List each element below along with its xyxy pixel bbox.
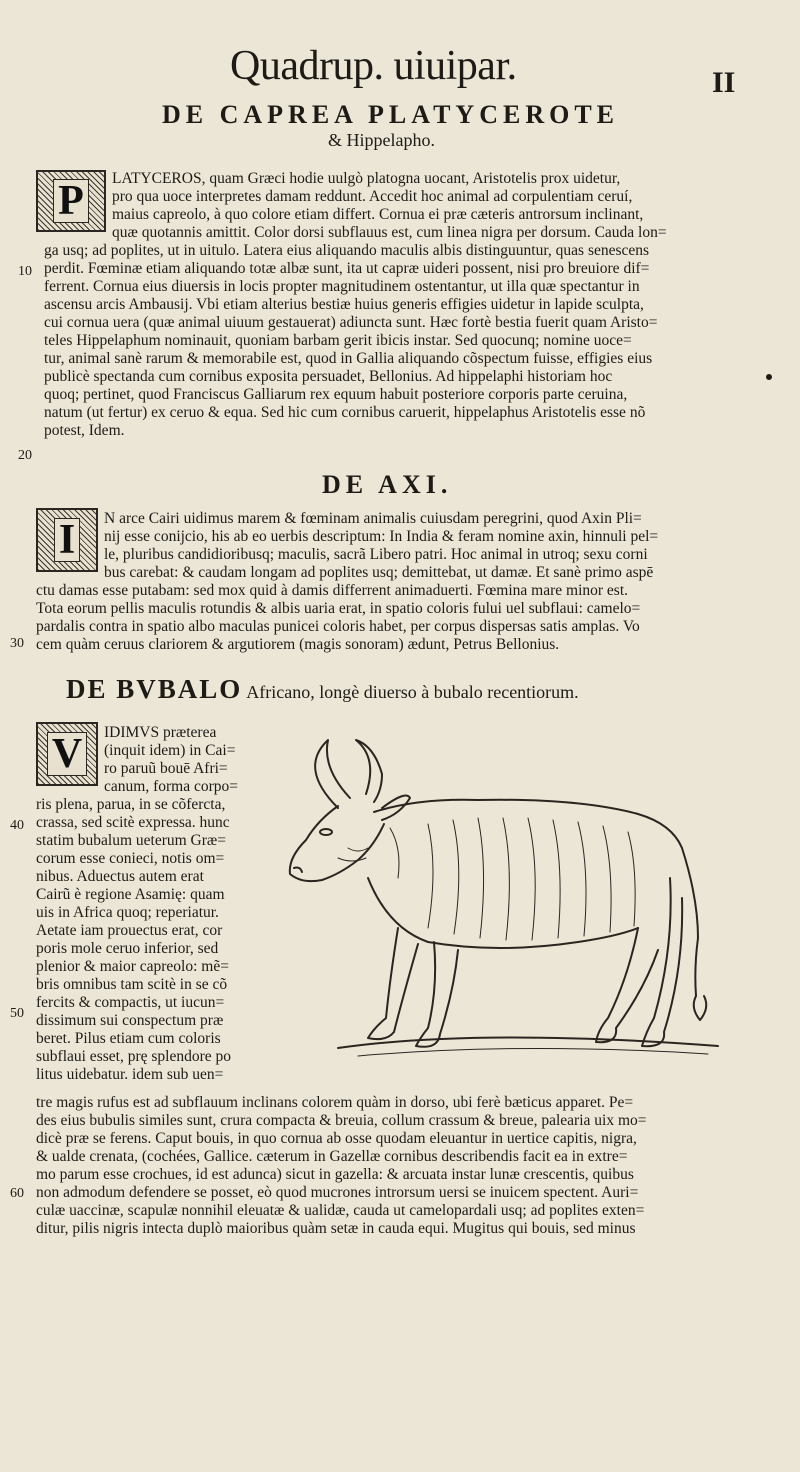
text-line: plenior & maior capreolo: mẽ= xyxy=(36,958,229,975)
text-line: dicè præ se ferens. Caput bouis, in quo cornua ab osse quodam eleuantur in uertice capitis, nigra, xyxy=(36,1130,637,1147)
text-line: ditur, pilis nigris intecta duplò maioribus quàm setæ in cauda equi. Mugitus qui bouis, sed minus xyxy=(36,1220,636,1237)
text-line: ga usq; ad poplites, ut in uitulo. Latera eius aliquando maculis albis distinguuntur, quas senescens xyxy=(44,242,650,259)
margin-mark xyxy=(766,374,772,380)
text-line: (inquit idem) in Cai= xyxy=(104,742,236,759)
section-title-bubalo-rest: Africano, longè diuerso à bubalo recentiorum. xyxy=(246,682,579,702)
decorated-initial-i: I xyxy=(36,508,98,572)
text-line: ro paruũ bouē Afri= xyxy=(104,760,228,777)
text-line: LATYCEROS, quam Græci hodie uulgò platogna uocant, Aristotelis prox uidetur, xyxy=(112,170,621,187)
text-line: ascensu arcis Ambausij. Vbi etiam alterius bestiæ huius generis effigies uidetur in lapide sculpta, xyxy=(44,296,644,313)
text-line: bus carebat: & caudam longam ad poplites usq; demittebat, ut damæ. Et sanè primo aspē xyxy=(104,564,654,581)
running-head: Quadrup. uiuipar. xyxy=(230,43,517,89)
text-line: cui cornua uera (quæ animal uiuum gestauerat) adiuncta sunt. Hæc fortè bestia fuerit quam Aristo= xyxy=(44,314,658,331)
margin-line-number: 30 xyxy=(10,636,24,651)
text-line: non admodum defendere se posset, eò quod mucrones introrsum uersi se inuicem spectent. Auri= xyxy=(36,1184,639,1201)
text-line: bris omnibus tam scitè in se cõ xyxy=(36,976,228,993)
text-line: canum, forma corpo= xyxy=(104,778,238,795)
text-line: fercits & compactis, ut iucun= xyxy=(36,994,225,1011)
text-line: nibus. Aduectus autem erat xyxy=(36,868,204,885)
text-line: statim bubalum ueterum Græ= xyxy=(36,832,226,849)
text-line: quoq; pertinet, quod Franciscus Galliarum rex equum habuit posteriore corporis parte ceruina, xyxy=(44,386,628,403)
text-line: nij esse conijcio, his ab eo uerbis descriptum: In India & feram nomine axin, hinnuli pel= xyxy=(104,528,659,545)
margin-line-number: 50 xyxy=(10,1006,24,1021)
text-line: N arce Cairi uidimus marem & fœminam animalis cuiusdam peregrini, quod Axin Pli= xyxy=(104,510,642,527)
margin-line-number: 10 xyxy=(18,264,32,279)
text-line: ris plena, parua, in se cõfercta, xyxy=(36,796,226,813)
text-line: & ualde crenata, (cochées, Gallice. cæterum in Gazellæ cornibus describendis facit ea in extre= xyxy=(36,1148,628,1165)
text-line: tur, animal sanè rarum & memorabile est, quod in Gallia aliquando cõspectum fuisse, effigies eius xyxy=(44,350,653,367)
text-line: subflaui esset, prę splendore po xyxy=(36,1048,231,1065)
text-line: tre magis rufus est ad subflauum inclinans colorem quàm in dorso, ubi ferè bæticus apparet. Pe= xyxy=(36,1094,634,1111)
text-line: litus uidebatur. idem sub uen= xyxy=(36,1066,224,1083)
text-line: teles Hippelaphum nominauit, quoniam barbam gerit ibicis instar. Sed quocunq; nomine uoce= xyxy=(44,332,632,349)
section-title-caprea: DE CAPREA PLATYCEROTE xyxy=(162,100,620,129)
text-line: maius capreolo, à quo colore etiam differt. Cornua ei præ cæteris antrorsum inclinant, xyxy=(112,206,644,223)
text-line: dissimum sui conspectum præ xyxy=(36,1012,224,1029)
text-line: pardalis contra in spatio albo maculas punicei coloris habet, per corpus dispersas satis amplas. Vo xyxy=(36,618,640,635)
text-line: quæ quotannis amittit. Color dorsi subflauus est, cum linea nigra per dorsum. Cauda lon= xyxy=(112,224,667,241)
page-number: II xyxy=(712,66,736,99)
decorated-initial-v: V xyxy=(36,722,98,786)
text-line: publicè spectanda cum cornibus exposita persuadet, Bellonius. Ad hippelaphi historiam hoc xyxy=(44,368,613,385)
section-title-bubalo xyxy=(66,674,579,705)
text-line: poris mole ceruo inferior, sed xyxy=(36,940,219,957)
text-line: pro qua uoce interpretes damam reddunt. Accedit hoc animal ad corpulentiam ceruí, xyxy=(112,188,633,205)
text-line: natum (ut fertur) ex ceruo & equa. Sed hic cum cornibus caruerit, hippelaphus Aristotelis esse nõ xyxy=(44,404,646,421)
text-line: des eius bubulis similes sunt, crura compacta & breuia, collum crassum & breue, palearia uix mo= xyxy=(36,1112,647,1129)
text-line: le, pluribus candidioribusq; maculis, sacrã Libero patri. Hoc animal in utroq; sexu corni xyxy=(104,546,648,563)
text-line: IDIMVS præterea xyxy=(104,724,217,741)
bubalus-woodcut-illustration xyxy=(278,728,728,1088)
text-line: ctu damas esse putabam: sed mox quid à damis differrent animaduerti. Fœmina mare minor est. xyxy=(36,582,629,599)
section-title-axis: DE AXI. xyxy=(322,470,453,499)
text-line: culæ uaccinæ, scapulæ nonnihil eleuatæ & ualidæ, cauda ut camelopardali usq; ad poplites exten= xyxy=(36,1202,645,1219)
text-line: potest, Idem. xyxy=(44,422,125,439)
text-line: corum esse conieci, notis om= xyxy=(36,850,225,867)
text-line: beret. Pilus etiam cum coloris xyxy=(36,1030,221,1047)
text-line: perdit. Fœminæ etiam aliquando totæ albæ sunt, ita ut capræ uideri possent, nisi pro breuiore dif= xyxy=(44,260,650,277)
text-line: Aetate iam prouectus erat, cor xyxy=(36,922,223,939)
text-line: ferrent. Cornua eius diuersis in locis propter magnitudinem ostentantur, ut illa quæ spectantur in xyxy=(44,278,640,295)
text-line: mo parum esse crochues, id est adunca) sicut in gazella: & arcuata instar lunæ crescentis, quibus xyxy=(36,1166,634,1183)
text-line: Tota eorum pellis maculis rotundis & albis uaria erat, in spatio coloris fului uel subflaui: camelo= xyxy=(36,600,641,617)
text-line: uis in Africa quoq; reperiatur. xyxy=(36,904,219,921)
margin-line-number: 40 xyxy=(10,818,24,833)
text-line: cem quàm ceruus clariorem & argutiorem (magis sonoram) ædunt, Petrus Bellonius. xyxy=(36,636,560,653)
section-title-bubalo-main: DE BVBALO xyxy=(66,674,243,704)
text-line: Cairũ è regione Asamię: quam xyxy=(36,886,225,903)
margin-line-number: 20 xyxy=(18,448,32,463)
decorated-initial-p: P xyxy=(36,170,106,232)
text-line: crassa, sed scitè expressa. hunc xyxy=(36,814,230,831)
margin-line-number: 60 xyxy=(10,1186,24,1201)
section-subtitle-caprea: & Hippelapho. xyxy=(328,130,435,150)
